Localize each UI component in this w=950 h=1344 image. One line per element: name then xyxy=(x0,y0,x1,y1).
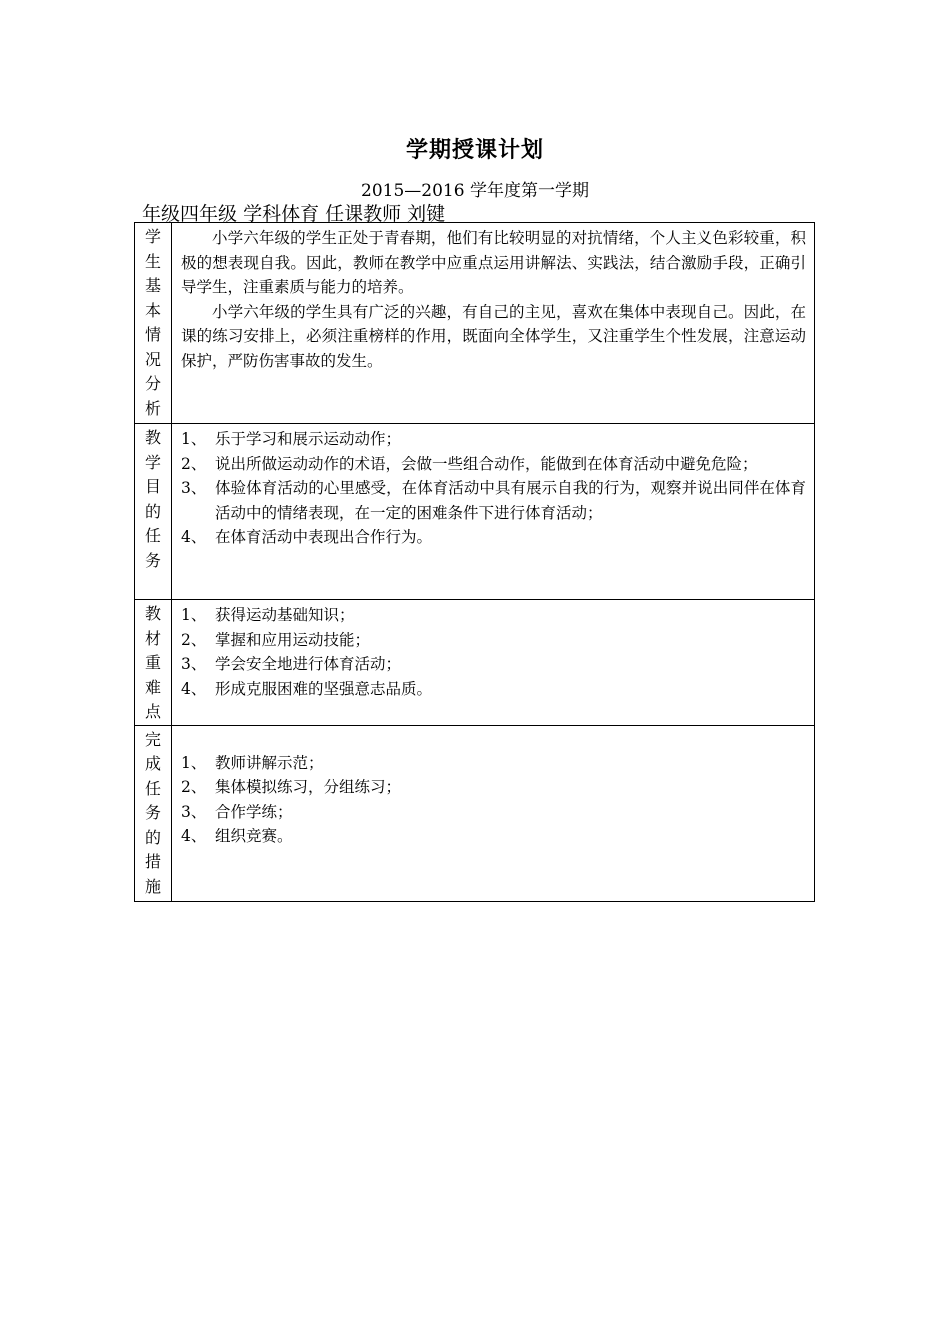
item-text: 形成克服困难的坚强意志品质。 xyxy=(215,679,433,698)
item-text: 学会安全地进行体育活动； xyxy=(215,655,402,673)
section-content-teaching-goals xyxy=(172,424,815,600)
item-text: 掌握和应用运动技能； xyxy=(215,630,371,649)
list-item xyxy=(181,751,806,776)
item-number: 2、 xyxy=(181,454,207,473)
section-label-text: 教 学 目 的 任 务 xyxy=(144,428,161,570)
item-text: 说出所做运动动作的术语，会做一些组合动作，能做到在体育活动中避免危险； xyxy=(215,454,758,473)
academic-year: 2015—2016 学年度第一学期 xyxy=(361,181,589,201)
grade-label: 年级四年级 xyxy=(142,203,238,225)
list-item xyxy=(181,603,806,628)
list-item xyxy=(181,628,806,653)
section-label-text: 完 成 任 务 的 措 施 xyxy=(144,729,161,896)
item-number: 4、 xyxy=(181,528,207,546)
analysis-paragraph: 小学六年级的学生具有广泛的兴趣，有自己的主见，喜欢在集体中表现自己。因此，在课的练习安排上，必须注重榜样的作用，既面向全体学生，又注重学生个性发展，注意运动保护，严防伤害事故的发生。 xyxy=(181,302,806,370)
section-content-key-points xyxy=(172,600,815,726)
item-number: 2、 xyxy=(181,778,207,796)
item-number: 1、 xyxy=(181,606,207,624)
section-label-key-points xyxy=(135,600,172,726)
item-number: 3、 xyxy=(181,802,207,821)
teacher-label: 任课教师 刘键 xyxy=(325,203,446,225)
item-number: 4、 xyxy=(181,827,207,845)
subject-label: 学科体育 xyxy=(243,203,320,225)
item-number: 1、 xyxy=(181,430,207,448)
list-item xyxy=(181,775,806,800)
section-row-student-analysis xyxy=(135,223,815,424)
item-number: 4、 xyxy=(181,679,207,698)
list-item xyxy=(181,525,806,550)
analysis-paragraph: 小学六年级的学生正处于青春期，他们有比较明显的对抗情绪，个人主义色彩较重，积极的想表现自我。因此，教师在教学中应重点运用讲解法、实践法，结合激励手段，正确引导学生，注重素质与能力的培养。 xyxy=(181,229,806,296)
list-item xyxy=(181,652,806,677)
plan-table xyxy=(134,222,815,902)
item-text: 体验体育活动的心里感受，在体育活动中具有展示自我的行为，观察并说出同伴在体育活动中的情绪表现，在一定的困难条件下进行体育活动； xyxy=(215,479,806,522)
item-text: 集体模拟练习，分组练习； xyxy=(215,778,402,796)
section-label-teaching-goals xyxy=(135,424,172,600)
section-row-key-points xyxy=(135,600,815,726)
item-text: 组织竞赛。 xyxy=(215,827,293,845)
item-number: 3、 xyxy=(181,655,207,673)
item-number: 3、 xyxy=(181,479,207,497)
item-text: 乐于学习和展示运动动作； xyxy=(215,430,402,448)
item-text: 合作学练； xyxy=(215,802,293,821)
section-label-student-analysis xyxy=(135,223,172,424)
list-item xyxy=(181,677,806,702)
item-number: 1、 xyxy=(181,753,207,772)
page-title: 学期授课计划 xyxy=(405,138,544,163)
list-item xyxy=(181,476,806,525)
section-row-measures xyxy=(135,725,815,901)
section-label-text: 学 生 基 本 情 况 分 析 xyxy=(144,227,161,418)
item-text: 教师讲解示范； xyxy=(215,753,324,772)
item-text: 获得运动基础知识； xyxy=(215,606,355,624)
section-content-student-analysis xyxy=(172,223,815,424)
list-item xyxy=(181,427,806,452)
list-item xyxy=(181,452,806,477)
item-text: 在体育活动中表现出合作行为。 xyxy=(215,528,433,546)
section-label-measures xyxy=(135,725,172,901)
list-item xyxy=(181,824,806,849)
section-content-measures xyxy=(172,725,815,901)
item-number: 2、 xyxy=(181,630,207,649)
section-label-text: 教 材 重 难 点 xyxy=(144,604,161,721)
list-item xyxy=(181,800,806,825)
section-row-teaching-goals xyxy=(135,424,815,600)
